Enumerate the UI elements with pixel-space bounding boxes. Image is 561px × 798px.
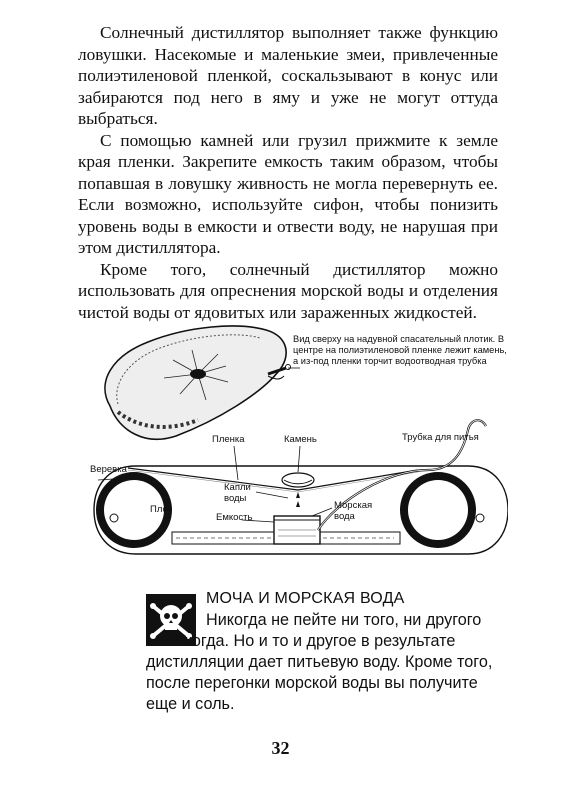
raft-top-view [105, 326, 291, 439]
warning-text [146, 610, 501, 715]
raft-caption: Вид сверху на надувной спасательный плотик. В центре на полиэтиленовой пленке лежит камень, а из-под пленки торчит водоотводная трубка [293, 334, 507, 366]
label-plenka: Пленка [212, 434, 245, 445]
warning-title: МОЧА И МОРСКАЯ ВОДА [206, 590, 405, 607]
paragraph-2: С помощью камней или грузил прижмите к земле края пленки. Закрепите емкость таким образом, чтобы попавшая в ловушку живность не могла перевернуть ее. Если возможно, используйте сифон, чтобы понизить уровень воды в емкости и отвести воду, не нарушая при этом дистиллятора. [78, 130, 498, 257]
label-rope: Веревка [90, 464, 127, 475]
label-kamen: Камень [284, 434, 317, 445]
paragraph-1: Солнечный дистиллятор выполняет также функцию ловушки. Насекомые и маленькие змеи, привлеченные полиэтиленовой пленкой, соскальзывают в конус или забираются под него в яму и уже не могут оттуда выбраться. [78, 23, 498, 128]
label-container: Емкость [216, 512, 253, 523]
page-number: 32 [271, 738, 290, 758]
label-water-drops: Капли воды [224, 482, 251, 504]
paragraph-3: Кроме того, солнечный дистиллятор можно использовать для опреснения морской воды и отделения чистой воды от ядовитых или зараженных жидкостей. [78, 259, 498, 322]
warning-rest: — никогда. Но и то и другое в результате дистилляции дает питьевую воду. Кроме того, после перегонки морской воды вы получите еще и соль. [146, 632, 493, 713]
solar-still-raft-figure [88, 320, 508, 570]
label-raft: Плот [150, 504, 172, 515]
label-drinking-tube: Трубка для питья [402, 432, 479, 443]
warning-first-line: Никогда не пейте ни того, ни другого [206, 611, 482, 629]
body-text [78, 22, 498, 323]
label-sea-water: Морская вода [334, 500, 373, 522]
